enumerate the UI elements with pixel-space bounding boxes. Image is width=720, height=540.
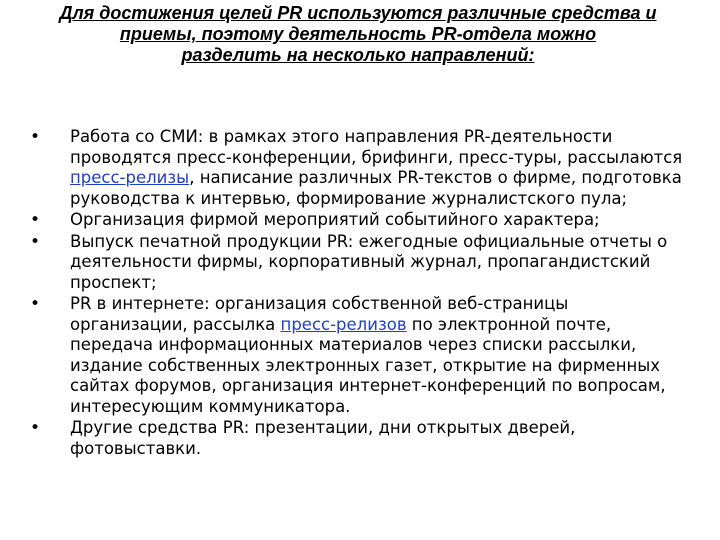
slide-title — [20, 3, 696, 66]
item-text: по электронной почте, передача информационных материалов через списки рассылки, издание собственных электронных газет, открытие на фирменных сайтах форумов, организация интернет-конференций по вопросам, интересующим коммуникатора. — [70, 314, 666, 416]
title-line-1: Для достижения целей PR используются различные средства и — [59, 3, 657, 23]
bullet-icon: • — [30, 418, 41, 438]
item-text: Выпуск печатной продукции PR: ежегодные официальные отчеты о деятельности фирмы, корпоративный журнал, пропагандистский проспект; — [70, 231, 668, 292]
bullet-icon: • — [30, 210, 41, 230]
title-line-3: разделить на несколько направлений: — [181, 45, 535, 65]
item-text: Организация фирмой мероприятий событийного характера; — [70, 210, 600, 229]
bullet-icon: • — [30, 127, 41, 147]
press-release-link[interactable]: пресс-релизы — [70, 168, 190, 187]
item-text: , написание различных PR-текстов о фирме, подготовка руководства к интервью, формирование журналистского пула; — [70, 168, 682, 208]
bullet-icon: • — [30, 231, 41, 252]
list-item-media — [30, 127, 690, 209]
list-item-events — [30, 210, 690, 231]
title-line-2: приемы, поэтому деятельность PR-отдела можно — [119, 24, 597, 44]
press-releases-link[interactable]: пресс-релизов — [280, 314, 407, 334]
bullet-list — [30, 127, 690, 460]
list-item-other — [30, 418, 690, 459]
item-text: Другие средства PR: презентации, дни открытых дверей, фотовыставки. — [70, 418, 576, 458]
bullet-icon: • — [30, 294, 41, 314]
list-item-internet — [30, 294, 690, 417]
list-item-print — [30, 232, 690, 294]
item-text: Работа со СМИ: в рамках этого направления PR-деятельности проводятся пресс-конференции, брифинги, пресс-туры, рассылаются — [70, 127, 683, 167]
item-text: PR в интернете: организация собственной веб-страницы организации, рассылка — [70, 294, 569, 334]
